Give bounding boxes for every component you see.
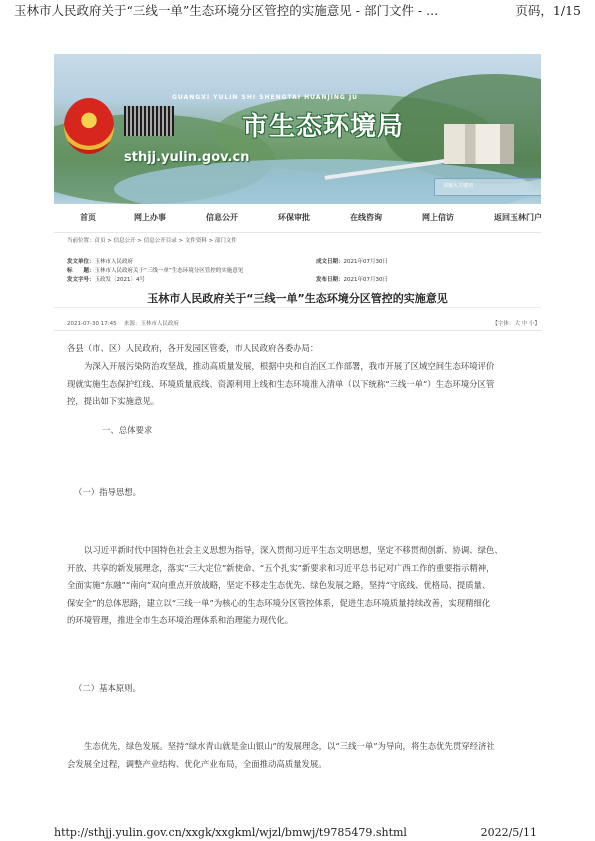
nav-item-consult[interactable]: 在线咨询: [350, 213, 382, 222]
print-footer-url: http://sthjj.yulin.gov.cn/xxgk/xxgkml/wjzl/bmwj/t9785479.shtml: [54, 826, 407, 839]
meta-written-date: 成文日期：2021年07月30日: [316, 259, 389, 265]
publish-datetime: 2021-07-30 17:45: [67, 321, 117, 327]
print-header-title: 玉林市人民政府关于“三线一单”生态环境分区管控的实施意见 - 部门文件 - ...: [14, 3, 439, 18]
salutation: 各县（市、区）人民政府，各开发园区管委，市人民政府各委办局：: [67, 343, 319, 353]
site-name-pinyin: GUANGXI YULIN SHI SHENGTAI HUANJING JU: [172, 94, 359, 101]
logo-mark-icon: [124, 106, 174, 136]
site-banner: [54, 54, 541, 204]
meta-issuer: 发文单位：玉林市人民政府: [67, 259, 134, 265]
meta-doc-number: 发文字号：玉政发〔2021〕4号: [67, 277, 146, 283]
nav-item-info-disclosure[interactable]: 信息公开: [206, 213, 238, 222]
title-divider: [54, 307, 541, 308]
breadcrumb: 当前位置：首页 > 信息公开 > 信息公开目录 > 文件资料 > 部门文件: [67, 238, 237, 244]
sub-heading-principles: （二）基本原则。: [74, 683, 141, 693]
nav-item-online-service[interactable]: 网上办事: [134, 213, 166, 222]
intro-paragraph: 为深入开展污染防治攻坚战，推动高质量发展，根据中央和自治区工作部署，我市开展了区域空间生态环境评价 现就实施生态保护红线、环境质量底线、资源利用上线和生态环境准入清单（以下统称“三线一单”）生态环境分区管 控，提出如下实施意见。: [67, 361, 495, 406]
search-placeholder: 请输入关键词: [443, 183, 474, 189]
date-divider: [54, 330, 541, 331]
nav-item-portal[interactable]: 返回玉林门户: [494, 213, 542, 222]
site-name: 市生态环境局: [242, 112, 405, 142]
print-footer-date: 2022/5/11: [480, 826, 537, 839]
search-input[interactable]: [434, 178, 541, 196]
section-heading-1: 一、总体要求: [102, 425, 153, 435]
site-url: sthjj.yulin.gov.cn: [124, 150, 250, 165]
font-size-small-button[interactable]: 小: [528, 321, 535, 327]
nav-item-approval[interactable]: 环保审批: [278, 213, 310, 222]
date-source: [67, 319, 179, 327]
buildings: [444, 124, 514, 164]
nav-item-petition[interactable]: 网上信访: [422, 213, 454, 222]
nav-item-home[interactable]: 首页: [80, 213, 96, 222]
source: 来源：玉林市人民政府: [123, 321, 179, 327]
font-size-medium-button[interactable]: 中: [521, 321, 528, 327]
main-nav: [54, 204, 541, 233]
guiding-paragraph: 以习近平新时代中国特色社会主义思想为指导，深入贯彻习近平生态文明思想，坚定不移贯彻创新、协调、绿色、 开放、共享的新发展理念，落实“三大定位”新使命、“五个扎实”新要求和习近平总书记对广西工作的重要指示精神， 全面实施“东融”“南向”双向重点开放战略，坚定不移走生态优先、绿色发展之路，坚持“守底线、优格局、提质量、 保安全”的总体思路，建立以“三线一单”为核心的生态环境分区管控体系，促进生态环境质量持续改善，实现精细化 的环境管理，推进全市生态环境治理体系和治理能力现代化。: [67, 545, 503, 625]
print-header-page-number: 页码，1/15: [515, 3, 581, 18]
sub-heading-guiding: （一）指导思想。: [74, 487, 141, 497]
principles-paragraph: 生态优先，绿色发展。坚持“绿水青山就是金山银山”的发展理念，以“三线一单”为导向，将生态优先贯穿经济社 会发展全过程，调整产业结构、优化产业布局，全面推动高质量发展。: [67, 741, 495, 769]
font-size-control: 【字体：大 中 小】: [492, 321, 540, 327]
national-emblem-icon: [64, 98, 114, 154]
meta-title: 标 题：玉林市人民政府关于“三线一单”生态环境分区管控的实施意见: [67, 268, 244, 274]
document-title: 玉林市人民政府关于“三线一单”生态环境分区管控的实施意见: [147, 292, 448, 305]
font-size-large-button[interactable]: 大: [514, 321, 520, 327]
meta-published-date: 发布日期：2021年07月30日: [316, 277, 389, 283]
